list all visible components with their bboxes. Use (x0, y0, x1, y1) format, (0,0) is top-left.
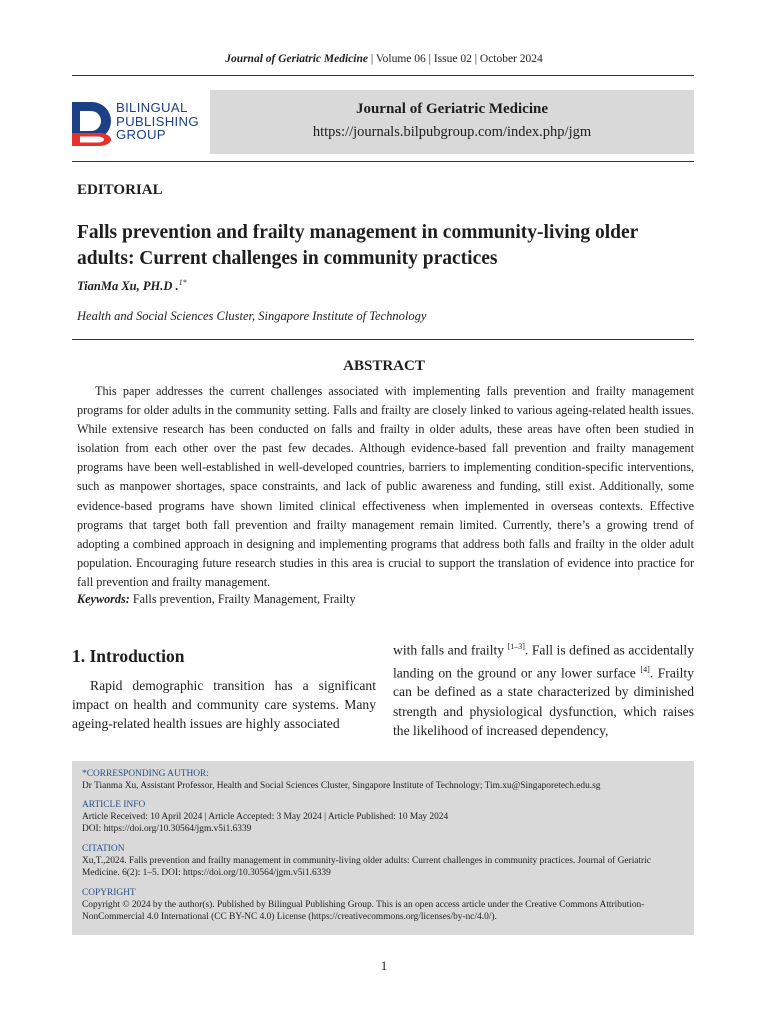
section-heading-introduction: 1. Introduction (72, 646, 185, 666)
corresponding-author-label: *CORRESPONDING AUTHOR: (82, 769, 209, 779)
corresponding-author-block (82, 768, 687, 792)
author-line (77, 278, 187, 294)
article-doi-link[interactable]: DOI: https://doi.org/10.30564/jgm.v5i1.6339 (82, 824, 252, 835)
journal-info-box (210, 90, 694, 154)
corresponding-author-text: Dr Tianma Xu, Assistant Professor, Health and Social Sciences Cluster, Singapore Institute of Technology; Tim.xu@Singaporetech.edu.sg (82, 781, 601, 792)
citation-block (82, 843, 687, 880)
citation-ref-4[interactable]: [4] (640, 664, 650, 674)
citation-ref-1-3[interactable]: [1–3] (507, 642, 525, 651)
article-info-label: ARTICLE INFO (82, 800, 146, 810)
author-marker: 1* (178, 278, 187, 287)
running-header (0, 53, 768, 65)
header-rule (72, 75, 694, 76)
citation-label: CITATION (82, 844, 125, 854)
keywords-line (77, 592, 356, 607)
logo-line-1: BILINGUAL (116, 100, 188, 115)
intro-right-column (393, 637, 694, 740)
intro-right-text-b: . Fall is defined as accidentally landing on the ground or any lower surface (393, 642, 694, 681)
masthead-rule (72, 161, 694, 162)
author-affiliation: Health and Social Sciences Cluster, Singapore Institute of Technology (77, 309, 427, 323)
copyright-block (82, 887, 687, 924)
publisher-logo-text (116, 101, 199, 142)
article-info-block (82, 799, 687, 836)
abstract-heading: ABSTRACT (343, 358, 425, 374)
logo-line-3: GROUP (116, 127, 166, 142)
copyright-text: Copyright © 2024 by the author(s). Published by Bilingual Publishing Group. This is an open access article under the Creative Commons Attribution-NonCommercial 4.0 International (CC BY-NC 4.0) License (https://creativecommons.org/licenses/by-nc/4.0/). (82, 900, 645, 923)
running-header-issue: | Volume 06 | Issue 02 | October 2024 (367, 53, 543, 65)
keywords-list: Falls prevention, Frailty Management, Frailty (129, 592, 356, 606)
running-header-journal: Journal of Geriatric Medicine (225, 53, 368, 65)
abstract-text: This paper addresses the current challenges associated with implementing falls prevention and frailty management programs for older adults in the community setting. Falls and frailty are closely linked to various ageing-related health issues. While extensive research has been conducted on falls and frailty in older adults, these areas have often been studied in isolation from each other over the past few decades. Although evidence-based fall prevention and frailty management programs have been well-established in well-developed countries, barriers to implementing condition-specific interventions, such as manpower shortages, space constraints, and lack of public awareness and funding, still exist. Additionally, some evidence-based programs have shown limited clinical effectiveness when implemented in overseas contexts. Effective programs that target both fall prevention and frailty management remain limited. Currently, there’s a growing trend of adopting a combined approach in designing and implementing programs that address both falls and frailty in the older adult population. Encouraging future research studies in this area is crucial to support the translation of evidence into practice for fall prevention and frailty management. (77, 384, 694, 589)
keywords-label: Keywords: (77, 592, 130, 606)
article-type: EDITORIAL (77, 182, 163, 198)
logo-line-2: PUBLISHING (116, 113, 199, 129)
journal-url-link[interactable]: https://journals.bilpubgroup.com/index.php/jgm (312, 124, 592, 140)
article-info-box (72, 761, 694, 935)
author-name: TianMa Xu, PH.D . (77, 279, 179, 294)
page-number: 1 (380, 958, 388, 973)
intro-right-text-c: . Frailty can be defined as a state characterized by diminished strength and physiological dysfunction, which raises the likelihood of increased dependency, (393, 665, 694, 738)
copyright-label: COPYRIGHT (82, 888, 136, 898)
article-title: Falls prevention and frailty management in community-living older adults: Current challenges in community practices (77, 222, 638, 269)
journal-box-title: Journal of Geriatric Medicine (355, 101, 549, 117)
article-info-dates: Article Received: 10 April 2024 | Article Accepted: 3 May 2024 | Article Published: 10 May 2024 (82, 812, 449, 823)
abstract-rule (72, 339, 694, 340)
citation-text: Xu,T.,2024. Falls prevention and frailty management in community-living older adults: Current challenges in community practices. Journal of Geriatric Medicine. 6(2): 1–5. DOI: https://doi.org/10.30564/jgm.v5i1.6339 (82, 856, 651, 879)
intro-right-text-a: with falls and frailty (393, 642, 508, 658)
intro-left-column: Rapid demographic transition has a significant impact on health and community care systems. Many ageing-related health issues are highly associated (72, 678, 376, 732)
